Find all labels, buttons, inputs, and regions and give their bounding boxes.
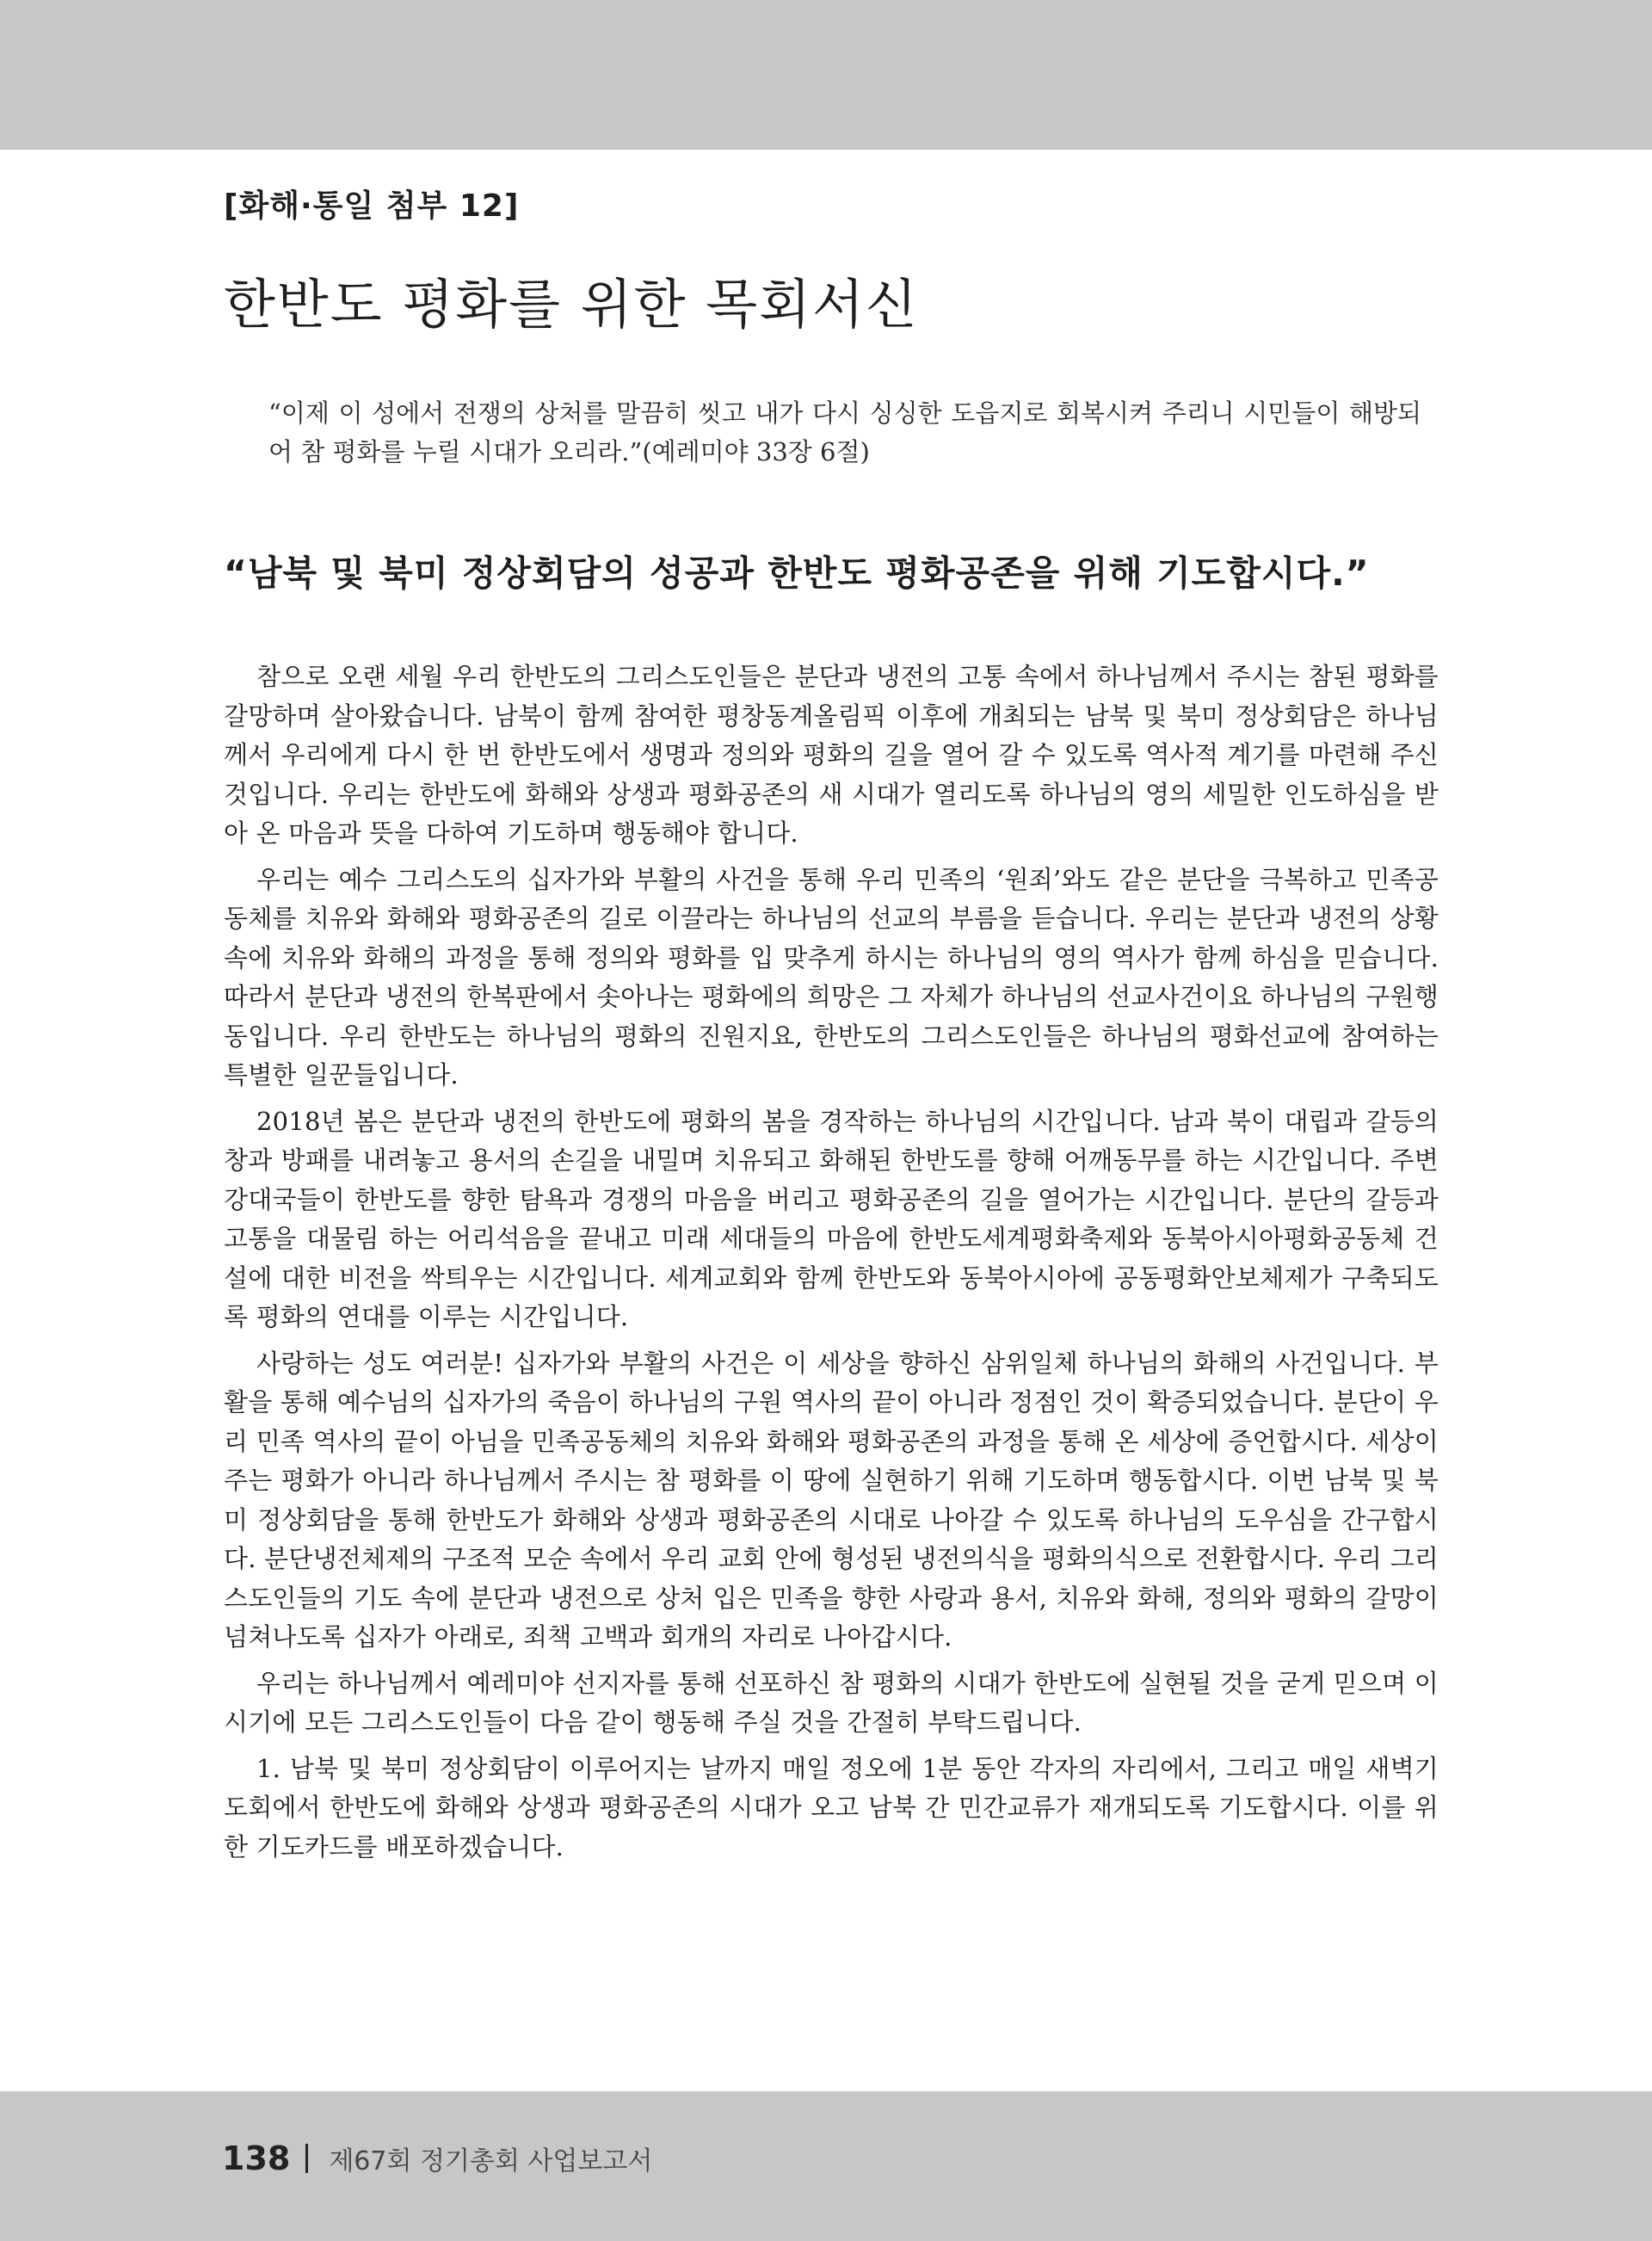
- scripture-epigraph: “이제 이 성에서 전쟁의 상처를 말끔히 씻고 내가 다시 싱싱한 도읍지로 회복시켜 주리니 시민들이 해방되어 참 평화를 누릴 시대가 오리라.”(예레미야 33장 6절): [268, 398, 1421, 466]
- body-paragraph: 2018년 봄은 분단과 냉전의 한반도에 평화의 봄을 경작하는 하나님의 시간입니다. 남과 북이 대립과 갈등의 창과 방패를 내려놓고 용서의 손길을 내밀며 치유되고 화해된 한반도를 향해 어깨동무를 하는 시간입니다. 주변 강대국들이 한반도를 향한 탐욕과 경쟁의 마음을 버리고 평화공존의 길을 열어가는 시간입니다. 분단의 갈등과 고통을 대물림 하는 어리석음을 끝내고 미래 세대들의 마음에 한반도세계평화축제와 동북아시아평화공동체 건설에 대한 비전을 싹틔우는 시간입니다. 세계교회와 함께 한반도와 동북아시아에 공동평화안보체제가 구축되도록 평화의 연대를 이루는 시간입니다.: [224, 1106, 1439, 1331]
- letter-body: [224, 657, 1439, 1867]
- body-paragraph: 사랑하는 성도 여러분! 십자가와 부활의 사건은 이 세상을 향하신 삼위일체 하나님의 화해의 사건입니다. 부활을 통해 예수님의 십자가의 죽음이 하나님의 구원 역사의 끝이 아니라 정점인 것이 확증되었습니다. 분단이 우리 민족 역사의 끝이 아님을 민족공동체의 치유와 화해와 평화공존의 과정을 통해 온 세상에 증언합시다. 세상이 주는 평화가 아니라 하나님께서 주시는 참 평화를 이 땅에 실현하기 위해 기도하며 행동합시다. 이번 남북 및 북미 정상회담을 통해 한반도가 화해와 상생과 평화공존의 시대로 나아갈 수 있도록 하나님의 도우심을 간구합시다. 분단냉전체제의 구조적 모순 속에서 우리 교회 안에 형성된 냉전의식을 평화의식으로 전환합시다. 우리 그리스도인들의 기도 속에 분단과 냉전으로 상처 입은 민족을 향한 사랑과 용서, 치유와 화해, 정의와 평화의 갈망이 넘쳐나도록 십자가 아래로, 죄책 고백과 회개의 자리로 나아갑시다.: [224, 1348, 1439, 1651]
- document-page: [224, 181, 1439, 1874]
- document-title: 한반도 평화를 위한 목회서신: [224, 273, 919, 336]
- action-item: 1. 남북 및 북미 정상회담이 이루어지는 날까지 매일 정오에 1분 동안 각자의 자리에서, 그리고 매일 새벽기도회에서 한반도에 화해와 상생과 평화공존의 시대가 오고 남북 간 민간교류가 재개되도록 기도합시다. 이를 위한 기도카드를 배포하겠습니다.: [224, 1753, 1439, 1861]
- page-footer: [222, 2139, 652, 2177]
- body-paragraph: 참으로 오랜 세월 우리 한반도의 그리스도인들은 분단과 냉전의 고통 속에서 하나님께서 주시는 참된 평화를 갈망하며 살아왔습니다. 남북이 함께 참여한 평창동계올림픽 이후에 개최되는 남북 및 북미 정상회담은 하나님께서 우리에게 다시 한 번 한반도에서 생명과 정의와 평화의 길을 열어 갈 수 있도록 역사적 계기를 마련해 주신 것입니다. 우리는 한반도에 화해와 상생과 평화공존의 새 시대가 열리도록 하나님의 영의 세밀한 인도하심을 받아 온 마음과 뜻을 다하여 기도하며 행동해야 합니다.: [224, 662, 1439, 848]
- body-paragraph: 우리는 예수 그리스도의 십자가와 부활의 사건을 통해 우리 민족의 ‘원죄’와도 같은 분단을 극복하고 민족공동체를 치유와 화해와 평화공존의 길로 이끌라는 하나님의 선교의 부름을 듣습니다. 우리는 분단과 냉전의 상황 속에 치유와 화해의 과정을 통해 정의와 평화를 입 맞추게 하시는 하나님의 영의 역사가 함께 하심을 믿습니다. 따라서 분단과 냉전의 한복판에서 솟아나는 평화에의 희망은 그 자체가 하나님의 선교사건이요 하나님의 구원행동입니다. 우리 한반도는 하나님의 평화의 진원지요, 한반도의 그리스도인들은 하나님의 평화선교에 참여하는 특별한 일꾼들입니다.: [224, 864, 1439, 1090]
- page-number: 138: [222, 2139, 291, 2177]
- prayer-headline: “남북 및 북미 정상회담의 성공과 한반도 평화공존을 위해 기도합시다.”: [224, 553, 1370, 594]
- attachment-label: [화해·통일 첨부 12]: [224, 188, 520, 224]
- footer-divider: [305, 2144, 308, 2173]
- body-paragraph: 우리는 하나님께서 예레미야 선지자를 통해 선포하신 참 평화의 시대가 한반도에 실현될 것을 굳게 믿으며 이 시기에 모든 그리스도인들이 다음 같이 행동해 주실 것을 간절히 부탁드립니다.: [224, 1668, 1439, 1737]
- report-title: 제67회 정기총회 사업보고서: [329, 2146, 653, 2176]
- header-band: [0, 0, 1652, 150]
